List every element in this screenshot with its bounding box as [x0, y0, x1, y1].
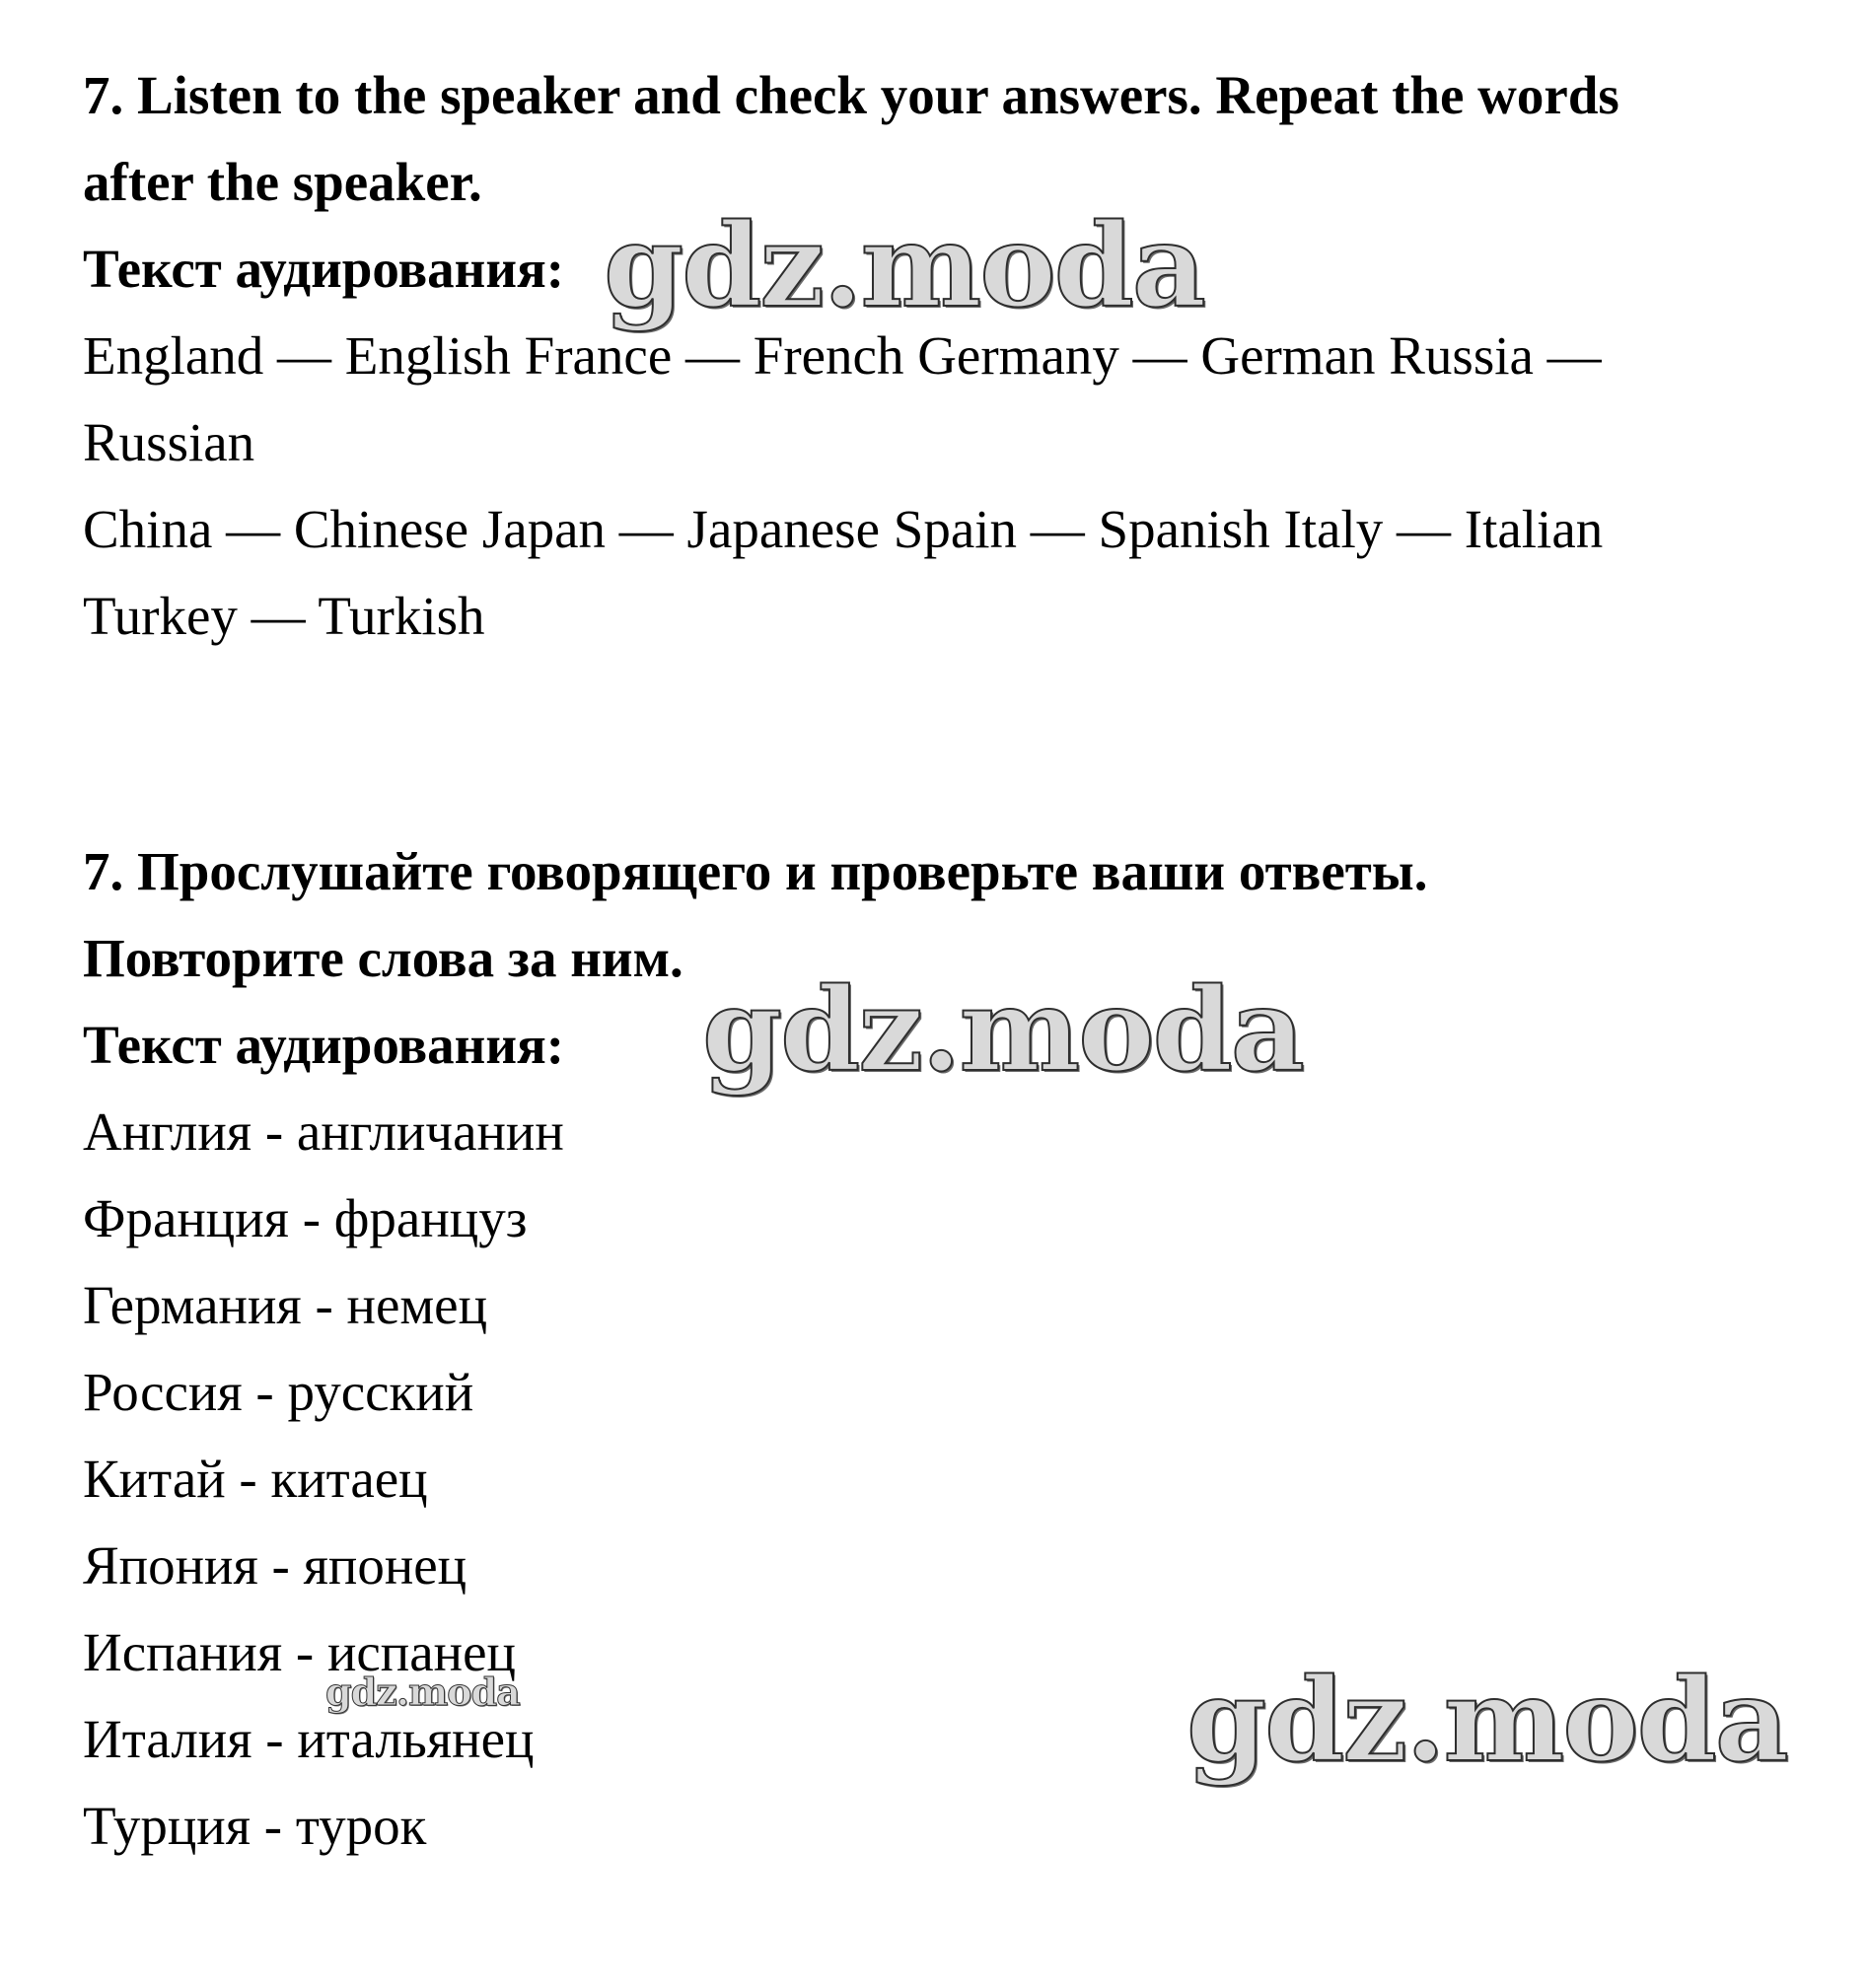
english-heading-line-1: 7. Listen to the speaker and check your answers. Repeat the words [83, 65, 1619, 125]
english-line-3: China — Chinese Japan — Japanese Spain — Spanish Italy — Italian [83, 499, 1604, 559]
english-section [83, 52, 1779, 660]
russian-line-9: Турция - турок [83, 1796, 427, 1856]
watermark-3: gdz.moda [325, 1669, 520, 1714]
english-line-2: Russian [83, 412, 255, 472]
english-heading-line-2: after the speaker. [83, 152, 482, 212]
russian-line-1: Англия - англичанин [83, 1101, 564, 1162]
english-label: Текст аудирования: [83, 239, 565, 299]
english-line-1: England — English France — French Germany — German Russia — [83, 325, 1602, 386]
watermark-4: gdz.moda [1186, 1654, 1787, 1788]
russian-line-5: Китай - китаец [83, 1449, 428, 1509]
english-line-4: Turkey — Turkish [83, 586, 485, 646]
russian-heading-line-2: Повторите слова за ним. [83, 928, 683, 988]
russian-line-8: Италия - итальянец [83, 1709, 535, 1769]
watermark-1: gdz.moda [604, 199, 1204, 333]
russian-line-3: Германия - немец [83, 1275, 488, 1335]
russian-line-4: Россия - русский [83, 1362, 474, 1422]
russian-line-7: Испания - испанец [83, 1622, 516, 1682]
russian-label: Текст аудирования: [83, 1015, 565, 1075]
russian-line-6: Япония - японец [83, 1535, 467, 1596]
watermark-2: gdz.moda [702, 963, 1303, 1098]
russian-line-2: Франция - француз [83, 1188, 528, 1248]
russian-heading-line-1: 7. Прослушайте говорящего и проверьте ваши ответы. [83, 841, 1428, 901]
